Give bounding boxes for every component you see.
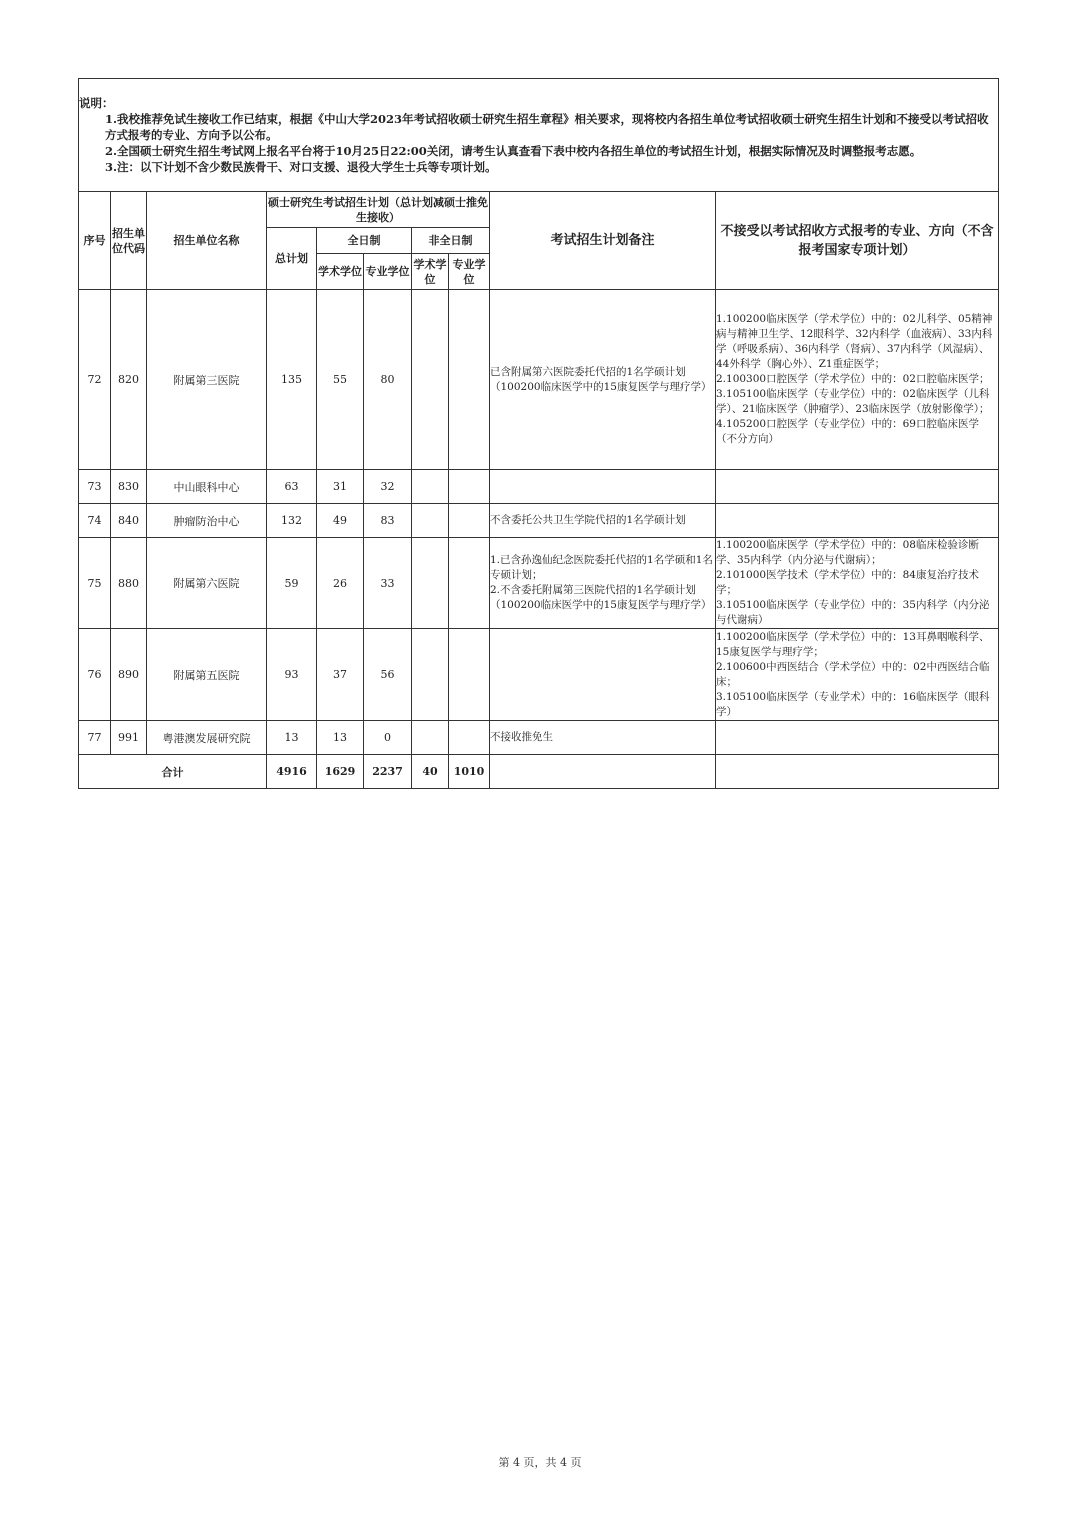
cell-remark [490, 470, 716, 504]
note-item: 1.我校推荐免试生接收工作已结束，根据《中山大学2023年考试招收硕士研究生招生章程》相关要求，现将校内各招生单位考试招收硕士研究生招生计划和不接受以考试招收方式报考的专业、方向予以公布。 [105, 112, 989, 142]
cell-seq: 75 [79, 538, 111, 629]
cell-pt-academic [412, 721, 449, 755]
excluded-line: 3.105100临床医学（专业学位）中的：02临床医学（儿科学）、21临床医学（肿瘤学）、23临床医学（放射影像学）； [716, 388, 990, 415]
header-fulltime: 全日制 [317, 228, 412, 254]
notes-heading: 说明： [79, 96, 114, 110]
cell-pt-professional [449, 470, 490, 504]
cell-seq: 72 [79, 290, 111, 470]
header-unit: 招生单位名称 [147, 192, 267, 290]
excluded-line: 2.100600中西医结合（学术学位）中的：02中西医结合临床； [716, 660, 990, 688]
cell-total: 13 [267, 721, 317, 755]
note-item: 3.注：以下计划不含少数民族骨干、对口支援、退役大学生士兵等专项计划。 [105, 160, 497, 174]
totals-row [79, 755, 999, 789]
header-total: 总计划 [267, 228, 317, 290]
note-item: 2.全国硕士研究生招生考试网上报名平台将于10月25日22:00关闭，请考生认真查看下表中校内各招生单位的考试招生计划，根据实际情况及时调整报考志愿。 [105, 144, 922, 158]
cell-pt-professional [449, 629, 490, 721]
excluded-line: 2.100300口腔医学（学术学位）中的：02口腔临床医学； [716, 373, 990, 385]
header-code: 招生单位代码 [111, 192, 147, 290]
cell-seq: 76 [79, 629, 111, 721]
cell-unit: 肿瘤防治中心 [147, 504, 267, 538]
header-pt-professional: 专业学位 [449, 254, 490, 290]
cell-remark [490, 721, 716, 755]
excluded-line: 3.105100临床医学（专业学位）中的：35内科学（内分泌与代谢病） [716, 599, 990, 626]
cell-ft-academic: 31 [317, 470, 364, 504]
cell-unit: 附属第五医院 [147, 629, 267, 721]
admission-plan-table [78, 78, 999, 789]
remark-line: 不接收推免生 [490, 731, 553, 743]
cell-unit: 中山眼科中心 [147, 470, 267, 504]
cell-pt-academic [412, 290, 449, 470]
cell-ft-academic: 37 [317, 629, 364, 721]
totals-label: 合计 [79, 755, 267, 789]
cell-total: 132 [267, 504, 317, 538]
excluded-line: 2.101000医学技术（学术学位）中的：84康复治疗技术学； [716, 569, 979, 596]
cell-code: 880 [111, 538, 147, 629]
cell-seq: 77 [79, 721, 111, 755]
cell-pt-professional [449, 538, 490, 629]
remark-line: 已含附属第六医院委托代招的1名学硕计划（100200临床医学中的15康复医学与理疗学） [490, 365, 712, 393]
cell-ft-academic: 49 [317, 504, 364, 538]
totals-excluded [716, 755, 999, 789]
cell-unit: 粤港澳发展研究院 [147, 721, 267, 755]
cell-code: 840 [111, 504, 147, 538]
cell-total: 59 [267, 538, 317, 629]
cell-remark [490, 538, 716, 629]
cell-ft-academic: 13 [317, 721, 364, 755]
cell-excluded [716, 629, 999, 721]
totals-ft-academic: 1629 [317, 755, 364, 789]
cell-pt-professional [449, 290, 490, 470]
cell-remark [490, 629, 716, 721]
cell-pt-academic [412, 538, 449, 629]
cell-code: 820 [111, 290, 147, 470]
excluded-line: 1.100200临床医学（学术学位）中的：08临床检验诊断学、35内科学（内分泌与代谢病）； [716, 539, 979, 566]
cell-code: 991 [111, 721, 147, 755]
totals-remark [490, 755, 716, 789]
cell-excluded [716, 504, 999, 538]
header-ft-professional: 专业学位 [364, 254, 412, 290]
cell-pt-professional [449, 721, 490, 755]
cell-ft-professional: 0 [364, 721, 412, 755]
cell-pt-academic [412, 504, 449, 538]
excluded-line: 4.105200口腔医学（专业学位）中的：69口腔临床医学（不分方向） [716, 418, 979, 445]
cell-ft-professional: 56 [364, 629, 412, 721]
cell-ft-professional: 33 [364, 538, 412, 629]
cell-pt-professional [449, 504, 490, 538]
cell-pt-academic [412, 629, 449, 721]
header-seq: 序号 [79, 192, 111, 290]
cell-pt-academic [412, 470, 449, 504]
cell-excluded [716, 538, 999, 629]
table-row [79, 721, 999, 755]
cell-total: 93 [267, 629, 317, 721]
cell-seq: 73 [79, 470, 111, 504]
remark-line: 1.已含孙逸仙纪念医院委托代招的1名学硕和1名专硕计划； [490, 554, 713, 581]
cell-code: 830 [111, 470, 147, 504]
header-excluded: 不接受以考试招收方式报考的专业、方向（不含报考国家专项计划） [716, 192, 999, 290]
cell-seq: 74 [79, 504, 111, 538]
totals-ft-professional: 2237 [364, 755, 412, 789]
remark-line: 2.不含委托附属第三医院代招的1名学硕计划（100200临床医学中的15康复医学与理疗学） [490, 584, 712, 611]
excluded-line: 1.100200临床医学（学术学位）中的：13耳鼻咽喉科学、15康复医学与理疗学； [716, 630, 990, 658]
cell-ft-academic: 55 [317, 290, 364, 470]
cell-remark [490, 504, 716, 538]
cell-remark [490, 290, 716, 470]
header-ft-academic: 学术学位 [317, 254, 364, 290]
header-remark: 考试招生计划备注 [490, 192, 716, 290]
cell-ft-professional: 32 [364, 470, 412, 504]
cell-ft-professional: 80 [364, 290, 412, 470]
table-row [79, 504, 999, 538]
excluded-line: 1.100200临床医学（学术学位）中的：02儿科学、05精神病与精神卫生学、12眼科学、32内科学（血液病）、33内科学（呼吸系病）、36内科学（肾病）、37内科学（风湿病）、44外科学（胸心外）、Z1重症医学； [716, 313, 993, 370]
table-row [79, 629, 999, 721]
header-parttime: 非全日制 [412, 228, 490, 254]
cell-ft-professional: 83 [364, 504, 412, 538]
cell-unit: 附属第六医院 [147, 538, 267, 629]
cell-excluded [716, 290, 999, 470]
cell-ft-academic: 26 [317, 538, 364, 629]
cell-excluded [716, 470, 999, 504]
cell-total: 135 [267, 290, 317, 470]
page-footer: 第 4 页，共 4 页 [498, 1456, 582, 1469]
cell-code: 890 [111, 629, 147, 721]
remark-line: 不含委托公共卫生学院代招的1名学硕计划 [490, 514, 686, 526]
cell-unit: 附属第三医院 [147, 290, 267, 470]
header-plan-group: 硕士研究生考试招生计划（总计划减硕士推免生接收） [267, 192, 490, 228]
cell-total: 63 [267, 470, 317, 504]
notes-section [79, 79, 999, 192]
excluded-line: 3.105100临床医学（专业学术）中的：16临床医学（眼科学） [716, 690, 990, 718]
table-row [79, 470, 999, 504]
totals-pt-academic: 40 [412, 755, 449, 789]
table-row [79, 538, 999, 629]
cell-excluded [716, 721, 999, 755]
table-row [79, 290, 999, 470]
totals-total: 4916 [267, 755, 317, 789]
header-pt-academic: 学术学位 [412, 254, 449, 290]
totals-pt-professional: 1010 [449, 755, 490, 789]
